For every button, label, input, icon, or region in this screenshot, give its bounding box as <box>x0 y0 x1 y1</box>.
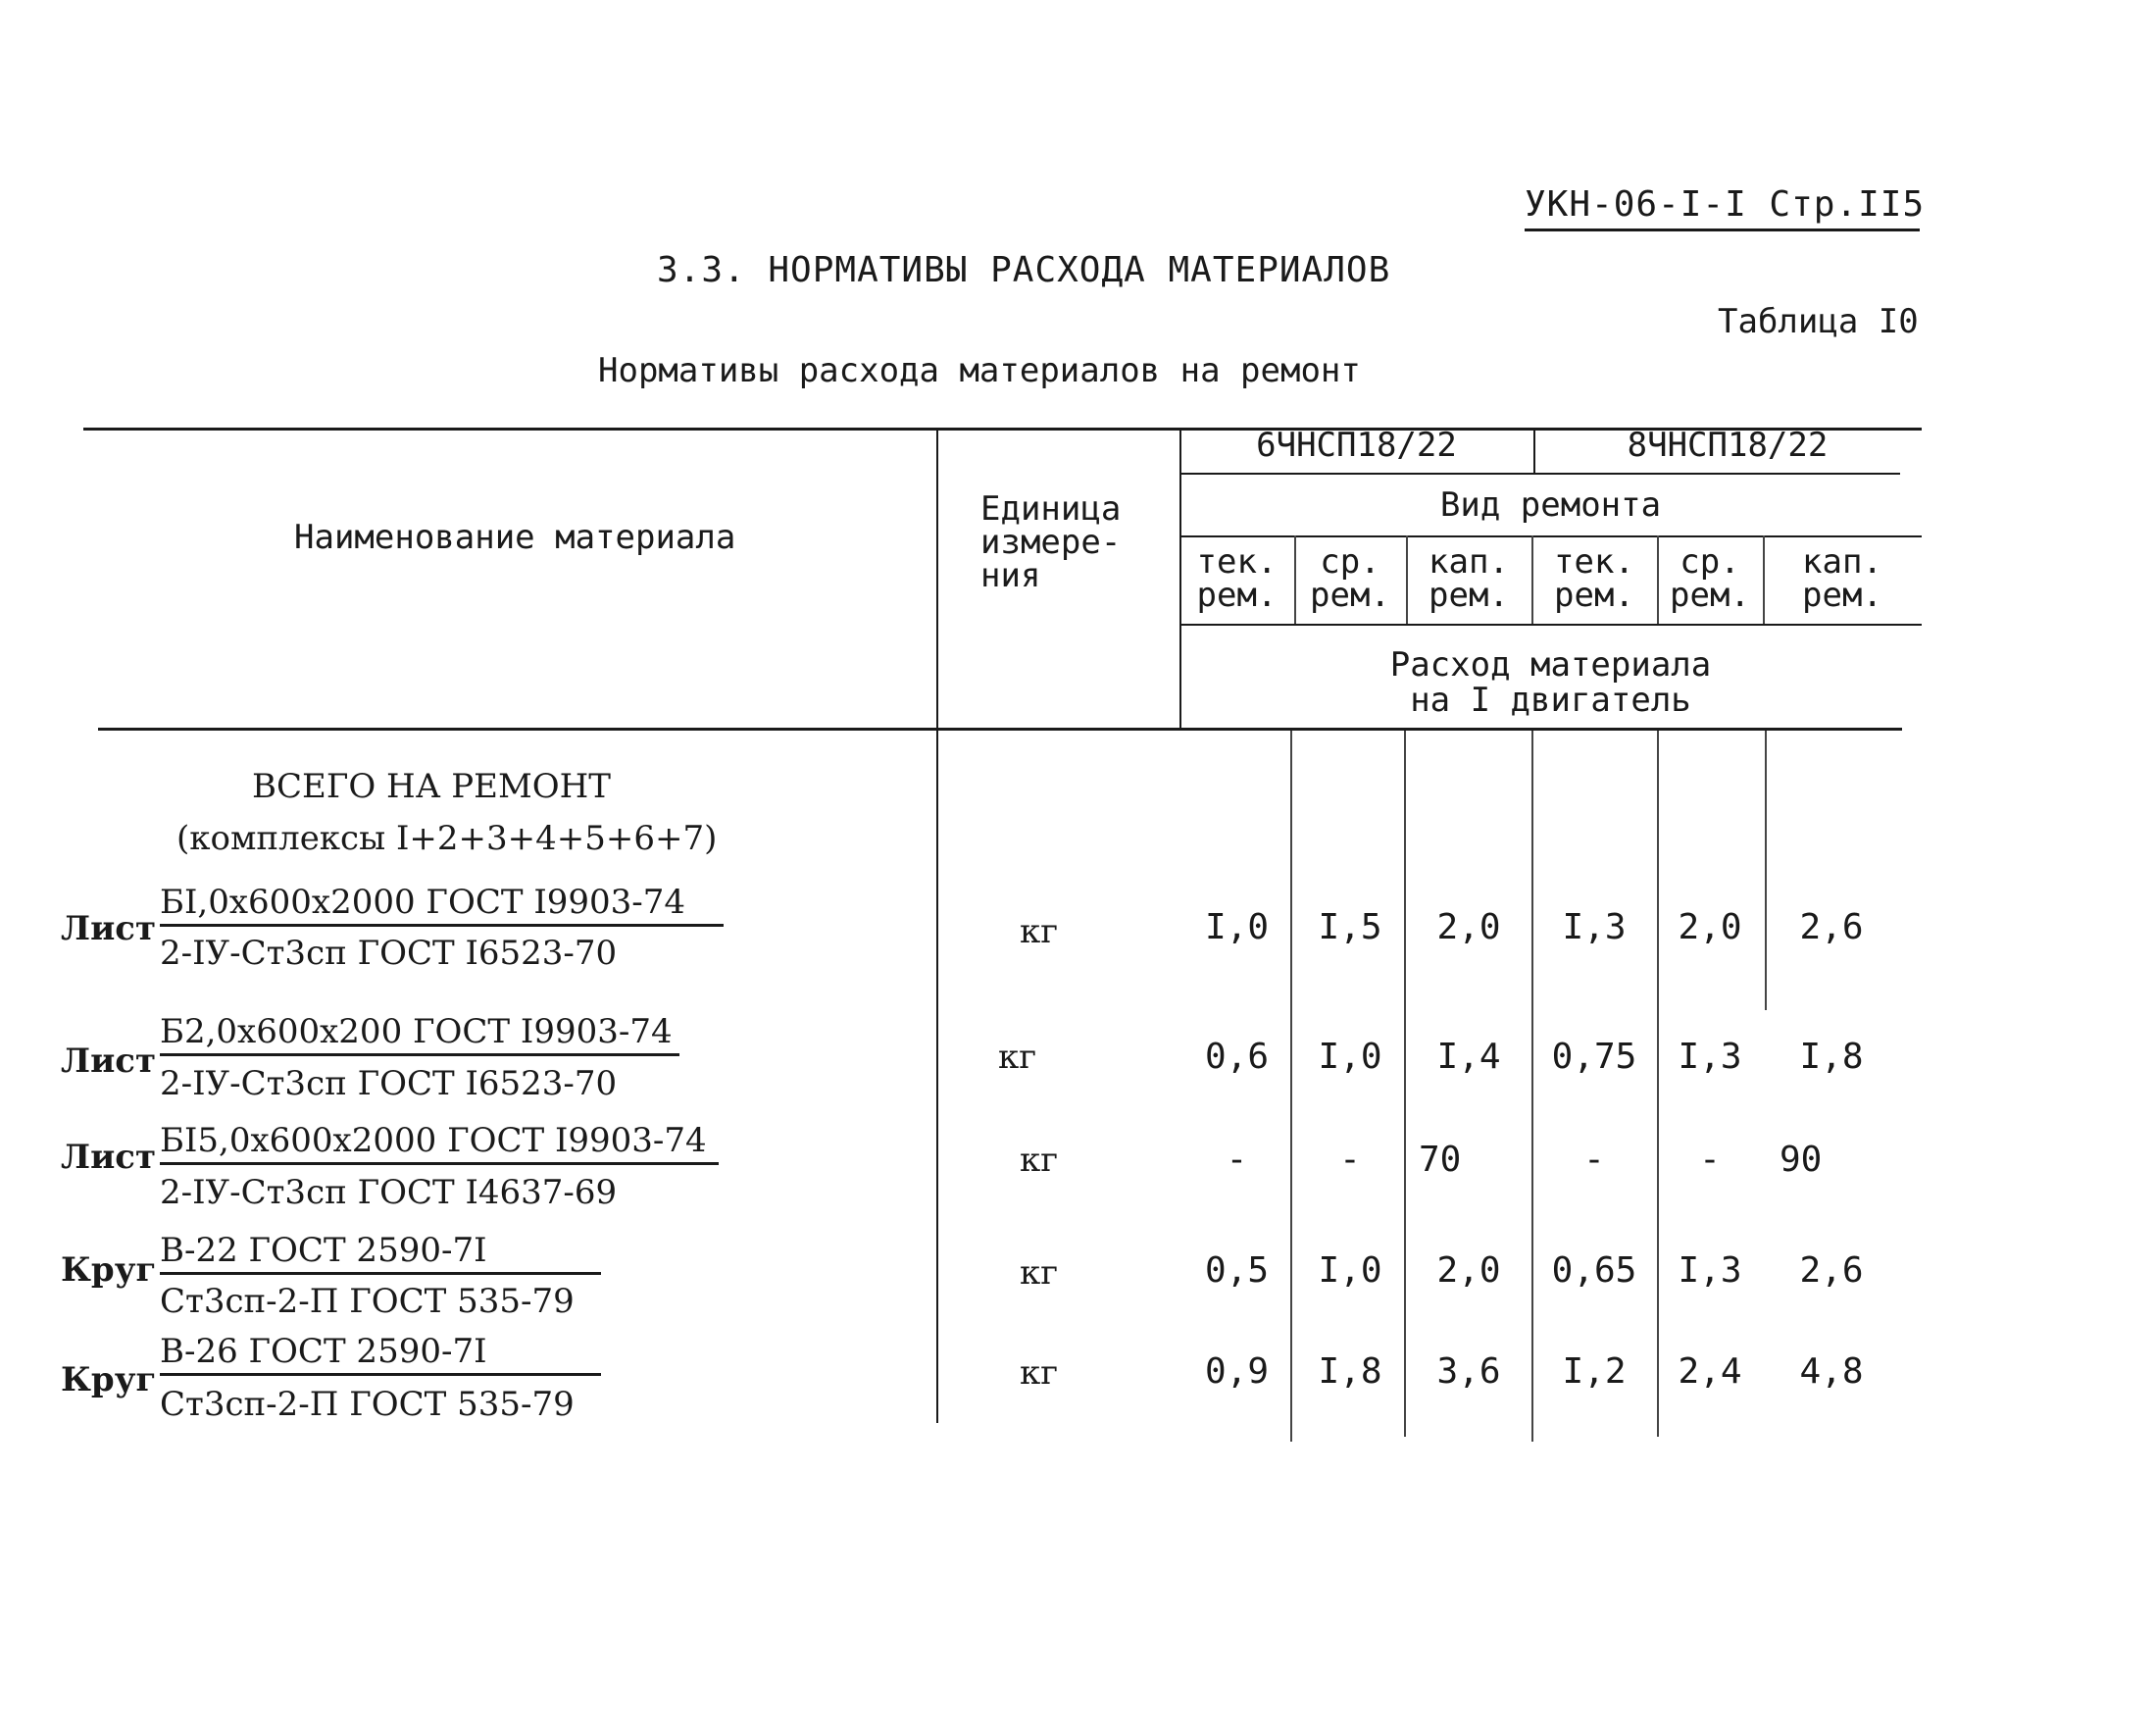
value-cell: I,8 <box>1318 1351 1382 1392</box>
value-cell: 0,9 <box>1204 1351 1270 1392</box>
engine-header-6chnsp: 6ЧНСП18/22 <box>1256 426 1457 465</box>
material-spec-line1: Б2,0х600х200 ГОСТ I9903-74 <box>160 1012 679 1056</box>
material-spec-line2: 2-IУ-Ст3сп ГОСТ I4637-69 <box>160 1173 618 1212</box>
value-cell: - <box>1226 1140 1248 1180</box>
value-cell: 90 <box>1780 1140 1823 1180</box>
repair-subtype-underline <box>1179 624 1922 626</box>
repair-subtype-line: рем. <box>1429 576 1509 615</box>
value-cell: 70 <box>1419 1140 1462 1180</box>
value-cell: I,3 <box>1678 1037 1742 1077</box>
value-cell: I,5 <box>1318 907 1382 947</box>
total-label: ВСЕГО НА РЕМОНТ <box>252 767 611 806</box>
value-cell: I,2 <box>1562 1351 1627 1392</box>
consumption-header-line: Расход материала <box>1389 645 1712 685</box>
value-cell: 0,75 <box>1551 1037 1637 1077</box>
value-cell: - <box>1699 1140 1721 1180</box>
value-cell: I,3 <box>1562 907 1627 947</box>
material-spec-line1: БI5,0х600х2000 ГОСТ I9903-74 <box>160 1121 719 1165</box>
unit-header-line: измере- <box>980 523 1122 562</box>
data-column-divider <box>1531 731 1533 1442</box>
unit-cell: кг <box>998 1038 1037 1077</box>
value-cell: I,0 <box>1318 1037 1382 1077</box>
material-spec-line1: БI,0х600х2000 ГОСТ I9903-74 <box>160 883 724 927</box>
material-spec-line1: В-22 ГОСТ 2590-7I <box>160 1231 601 1275</box>
value-cell: 0,65 <box>1551 1250 1637 1291</box>
repair-subtype-header <box>1657 542 1763 615</box>
value-cell: 3,6 <box>1436 1351 1501 1392</box>
value-cell: 2,0 <box>1678 907 1742 947</box>
material-prefix: Лист <box>61 909 157 948</box>
material-prefix: Круг <box>61 1360 157 1399</box>
material-prefix: Лист <box>61 1138 157 1177</box>
repair-subtype-line: ср. <box>1680 542 1740 582</box>
repair-subtype-header <box>1763 542 1922 615</box>
repair-subtype-line: тек. <box>1554 542 1634 582</box>
material-prefix: Лист <box>61 1042 157 1081</box>
material-spec-line2: 2-IУ-Ст3сп ГОСТ I6523-70 <box>160 934 618 973</box>
material-prefix: Круг <box>61 1250 157 1290</box>
data-column-divider <box>1657 731 1659 1437</box>
material-spec-line2: Ст3сп-2-П ГОСТ 535-79 <box>160 1282 575 1321</box>
value-cell: I,3 <box>1678 1250 1742 1291</box>
value-cell: I,0 <box>1318 1250 1382 1291</box>
repair-subtype-line: рем. <box>1196 576 1278 615</box>
repair-subtype-line: рем. <box>1802 576 1882 615</box>
consumption-header <box>1179 647 1922 718</box>
repair-subtype-line: ср. <box>1320 542 1380 582</box>
value-cell: 2,4 <box>1678 1351 1742 1392</box>
data-column-divider <box>1290 731 1292 1442</box>
repair-type-underline <box>1179 535 1922 537</box>
engine-header-8chnsp: 8ЧНСП18/22 <box>1627 426 1829 465</box>
value-cell: I,0 <box>1204 907 1270 947</box>
unit-cell: кг <box>1020 1253 1059 1293</box>
value-cell: 2,6 <box>1799 1250 1864 1291</box>
value-cell: I,8 <box>1799 1037 1864 1077</box>
unit-header-line: Единица <box>980 489 1122 529</box>
engine-header-underline <box>1179 473 1900 475</box>
repair-subtype-header <box>1531 542 1657 615</box>
value-cell: 2,0 <box>1436 907 1501 947</box>
material-spec-line2: 2-IУ-Ст3сп ГОСТ I6523-70 <box>160 1064 618 1103</box>
value-cell: 2,6 <box>1799 907 1864 947</box>
unit-column-header <box>980 489 1122 595</box>
repair-subtype-line: кап. <box>1429 542 1509 582</box>
unit-header-line: ния <box>980 556 1041 595</box>
value-cell: 4,8 <box>1799 1351 1864 1392</box>
repair-subtype-line: рем. <box>1310 576 1390 615</box>
repair-subtype-header <box>1294 542 1406 615</box>
section-title: 3.3. НОРМАТИВЫ РАСХОДА МАТЕРИАЛОВ <box>657 250 1391 290</box>
repair-type-header: Вид ремонта <box>1439 485 1662 525</box>
data-column-divider <box>1765 731 1767 1010</box>
unit-cell: кг <box>1020 1353 1059 1393</box>
unit-cell: кг <box>1020 912 1059 951</box>
table-caption: Нормативы расхода материалов на ремонт <box>598 351 1361 390</box>
value-cell: - <box>1339 1140 1361 1180</box>
material-spec-line1: В-26 ГОСТ 2590-7I <box>160 1332 601 1376</box>
repair-subtype-line: рем. <box>1554 576 1634 615</box>
material-column-divider <box>936 428 938 1423</box>
table-number: Таблица I0 <box>1718 302 1919 341</box>
unit-cell: кг <box>1020 1141 1059 1180</box>
repair-subtype-header <box>1179 542 1294 615</box>
header-bottom-border <box>98 728 1902 731</box>
document-code: УКН-06-I-I Стр.II5 <box>1525 184 1920 231</box>
value-cell: 0,6 <box>1204 1037 1270 1077</box>
value-cell: I,4 <box>1436 1037 1501 1077</box>
repair-subtype-header <box>1406 542 1531 615</box>
repair-subtype-line: тек. <box>1196 542 1278 582</box>
total-complexes: (комплексы I+2+3+4+5+6+7) <box>176 819 718 858</box>
value-cell: 2,0 <box>1436 1250 1501 1291</box>
material-spec-line2: Ст3сп-2-П ГОСТ 535-79 <box>160 1385 575 1424</box>
material-column-header: Наименование материала <box>294 518 736 557</box>
repair-subtype-line: кап. <box>1802 542 1882 582</box>
value-cell: 0,5 <box>1204 1250 1270 1291</box>
consumption-header-line: на I двигатель <box>1410 681 1691 720</box>
repair-subtype-line: рем. <box>1670 576 1750 615</box>
value-cell: - <box>1583 1140 1605 1180</box>
data-column-divider <box>1404 731 1406 1437</box>
